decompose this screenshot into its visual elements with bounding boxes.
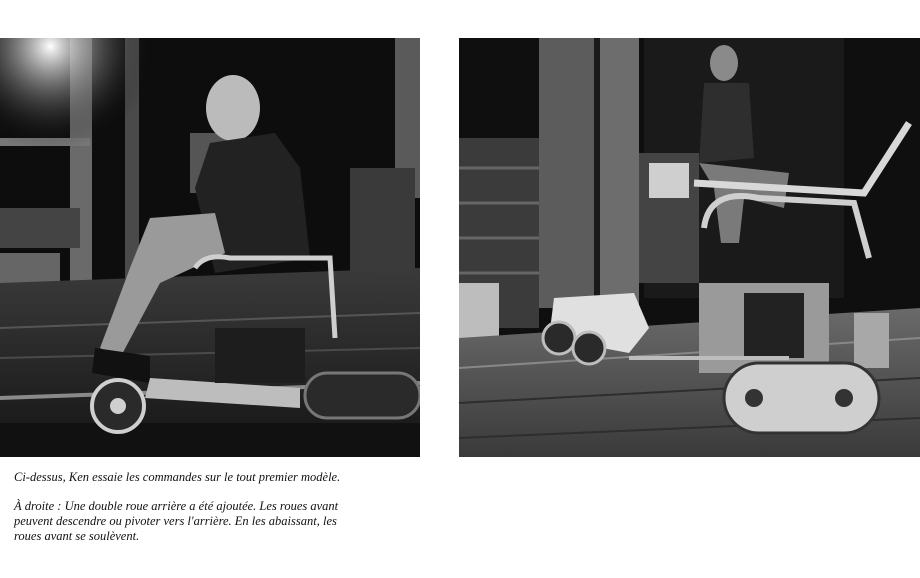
caption-paragraph-double-wheel: À droite : Une double roue arrière a été ajoutée. Les roues avant peuvent descendre ou pivoter vers l'arrière. En les abaissant, les roues avant se soulèvent. [14, 499, 339, 543]
caption-paragraph-first-model: Ci-dessus, Ken essaie les commandes sur le tout premier modèle. [14, 470, 341, 484]
photo-ken-first-model-image [0, 38, 420, 457]
photo-double-rear-wheel-model [459, 38, 920, 457]
photo-double-rear-wheel-model-image [459, 38, 920, 457]
photo-ken-first-model [0, 38, 420, 457]
photo-caption [14, 470, 354, 544]
